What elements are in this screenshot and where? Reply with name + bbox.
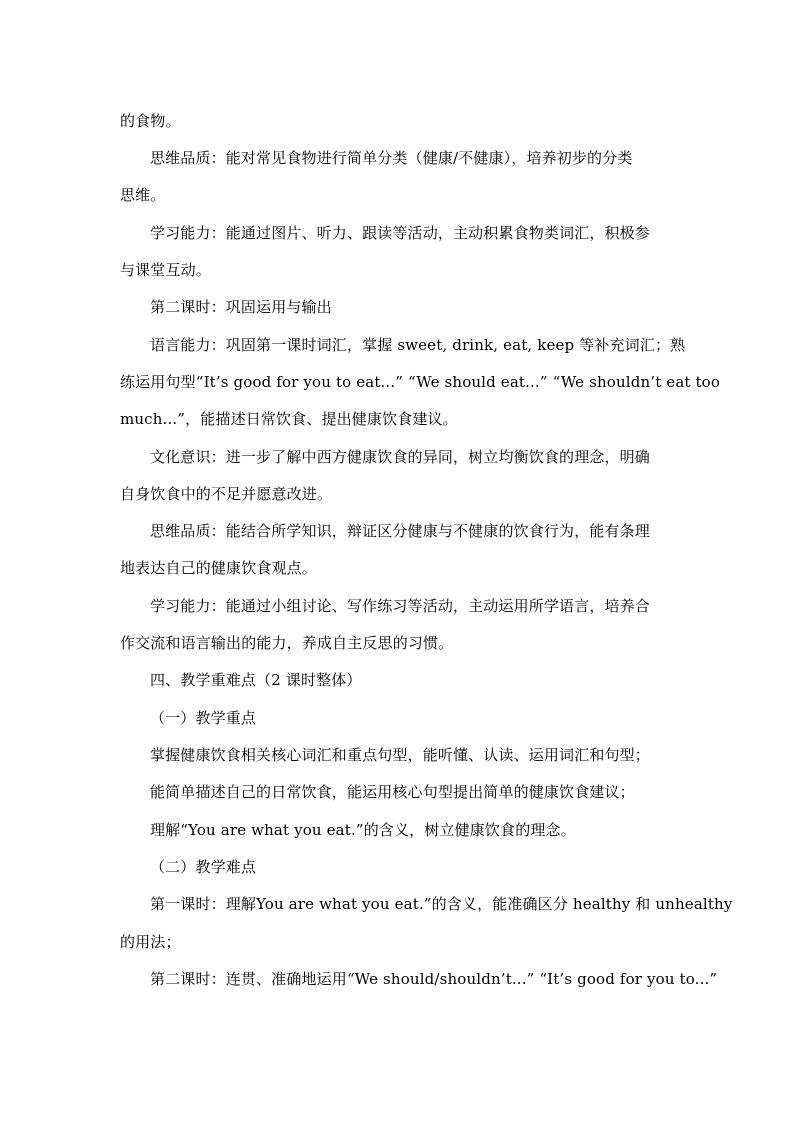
text-line: 自身饮食中的不足并愿意改进。 [120,485,333,503]
text-line: much...”，能描述日常饮食、提出健康饮食建议。 [120,410,458,428]
text-line: 的用法； [120,933,181,951]
text-line: 文化意识：进一步了解中西方健康饮食的异同，树立均衡饮食的理念，明确 [150,448,650,466]
text-line: 能简单描述自己的日常饮食，能运用核心句型提出简单的健康饮食建议； [150,783,635,801]
text-line: 掌握健康饮食相关核心词汇和重点句型，能听懂、认读、运用词汇和句型； [150,746,650,764]
subsection-heading: （二）教学难点 [150,858,257,876]
text-line: 理解“You are what you eat.”的含义，树立健康饮食的理念。 [150,821,576,839]
text-line: 第二课时：连贯、准确地运用“We should/shouldn’t...” “It’s good for you to...” [150,970,718,988]
subsection-heading: （一）教学重点 [150,709,257,727]
text-line: 思维。 [120,186,166,204]
text-line: 的食物。 [120,112,181,130]
text-line: 学习能力：能通过图片、听力、跟读等活动，主动积累食物类词汇，积极参 [150,224,650,242]
text-line: 地表达自己的健康饮食观点。 [120,559,317,577]
text-line: 与课堂互动。 [120,261,211,279]
text-line: 学习能力：能通过小组讨论、写作练习等活动，主动运用所学语言，培养合 [150,597,650,615]
text-line: 作交流和语言输出的能力，养成自主反思的习惯。 [120,634,454,652]
text-line: 思维品质：能对常见食物进行简单分类（健康/不健康），培养初步的分类 [150,149,633,167]
section-heading: 第二课时：巩固运用与输出 [150,298,332,316]
section-heading: 四、教学重难点（2 课时整体） [150,671,362,689]
text-line: 练运用句型“It’s good for you to eat...” “We should eat...” “We shouldn’t eat too [120,373,721,391]
text-line: 语言能力：巩固第一课时词汇，掌握 sweet, drink, eat, keep 等补充词汇；熟 [150,336,686,354]
text-line: 思维品质：能结合所学知识，辩证区分健康与不健康的饮食行为，能有条理 [150,522,650,540]
text-line: 第一课时：理解You are what you eat.”的含义，能准确区分 healthy 和 unhealthy [150,895,733,913]
